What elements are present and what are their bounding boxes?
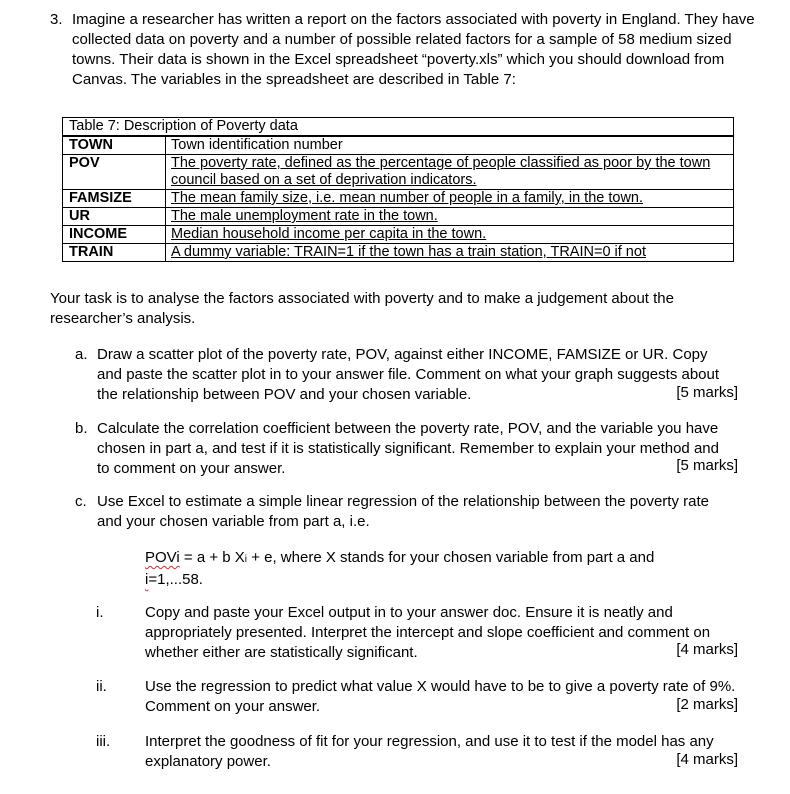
var-desc-income: Median household income per capita in the town. xyxy=(166,226,734,244)
subpart-iii-marks: [4 marks] xyxy=(676,751,738,768)
table-row xyxy=(63,190,734,208)
part-c-letter: c. xyxy=(75,493,87,510)
table-caption: Table 7: Description of Poverty data xyxy=(63,118,734,137)
var-name-train: TRAIN xyxy=(63,244,166,262)
part-b-text: Calculate the correlation coefficient between the poverty rate, POV, and the variable you have chosen in part a, and test if it is statistically significant. Remember to explain your method and to comment on your answer. xyxy=(97,420,719,477)
formula-line-2 xyxy=(145,570,745,590)
part-b-marks: [5 marks] xyxy=(676,457,738,474)
table-row xyxy=(63,244,734,262)
question-number: 3. xyxy=(50,11,63,28)
formula-range: =1,...58. xyxy=(148,571,203,588)
var-name-income: INCOME xyxy=(63,226,166,244)
subpart-i-text: Copy and paste your Excel output in to your answer doc. Ensure it is neatly and appropriately presented. Interpret the intercept and slope coefficient and comment on whether either are statistically significant. xyxy=(145,604,711,661)
formula-index: i xyxy=(145,571,149,588)
regression-formula xyxy=(145,548,745,590)
table-row xyxy=(63,226,734,244)
var-desc-train: A dummy variable: TRAIN=1 if the town has a train station, TRAIN=0 if not xyxy=(166,244,734,262)
var-desc-famsize: The mean family size, i.e. mean number of people in a family, in the town. xyxy=(166,190,734,208)
question-intro: Imagine a researcher has written a report on the factors associated with poverty in England. They have collected data on poverty and a number of possible related factors for a sample of 58 medium sized towns. Their data is shown in the Excel spreadsheet “poverty.xls” which you should download from Canvas. The variables in the spreadsheet are described in Table 7: xyxy=(72,11,755,88)
table-row xyxy=(63,155,734,190)
formula-tail: + e, where X stands for your chosen variable from part a and xyxy=(247,549,655,566)
subpart-ii-numeral: ii. xyxy=(96,678,107,695)
part-a-marks: [5 marks] xyxy=(676,384,738,401)
table-row xyxy=(63,208,734,226)
formula-rhs: = a + b X xyxy=(179,549,245,566)
subpart-i-numeral: i. xyxy=(96,604,104,621)
subpart-i-marks: [4 marks] xyxy=(676,641,738,658)
formula-pov: POVi xyxy=(145,549,180,566)
subpart-ii-marks: [2 marks] xyxy=(676,696,738,713)
part-b-letter: b. xyxy=(75,420,88,437)
var-desc-pov: The poverty rate, defined as the percentage of people classified as poor by the town council based on a set of deprivation indicators. xyxy=(166,155,734,190)
var-name-famsize: FAMSIZE xyxy=(63,190,166,208)
var-name-pov: POV xyxy=(63,155,166,190)
var-name-town: TOWN xyxy=(63,136,166,155)
part-a-text: Draw a scatter plot of the poverty rate, POV, against either INCOME, FAMSIZE or UR. Copy and paste the scatter plot in to your answer file. Comment on what your graph suggests about the relationship between POV and your chosen variable. xyxy=(97,346,720,403)
formula-subscript: i xyxy=(244,554,248,565)
part-a-letter: a. xyxy=(75,346,88,363)
subpart-iii-text: Interpret the goodness of fit for your regression, and use it to test if the model has any explanatory power. xyxy=(145,733,714,770)
table-row xyxy=(63,136,734,155)
var-desc-town: Town identification number xyxy=(166,136,734,155)
formula-line-1 xyxy=(145,548,745,570)
subpart-iii-numeral: iii. xyxy=(96,733,111,750)
subpart-ii-text: Use the regression to predict what value X would have to be to give a poverty rate of 9%. Comment on your answer. xyxy=(145,678,736,715)
task-statement: Your task is to analyse the factors associated with poverty and to make a judgement about the researcher’s analysis. xyxy=(50,290,674,327)
poverty-variables-table xyxy=(62,117,734,262)
part-c-text: Use Excel to estimate a simple linear regression of the relationship between the poverty rate and your chosen variable from part a, i.e. xyxy=(97,493,709,530)
var-name-ur: UR xyxy=(63,208,166,226)
var-desc-ur: The male unemployment rate in the town. xyxy=(166,208,734,226)
